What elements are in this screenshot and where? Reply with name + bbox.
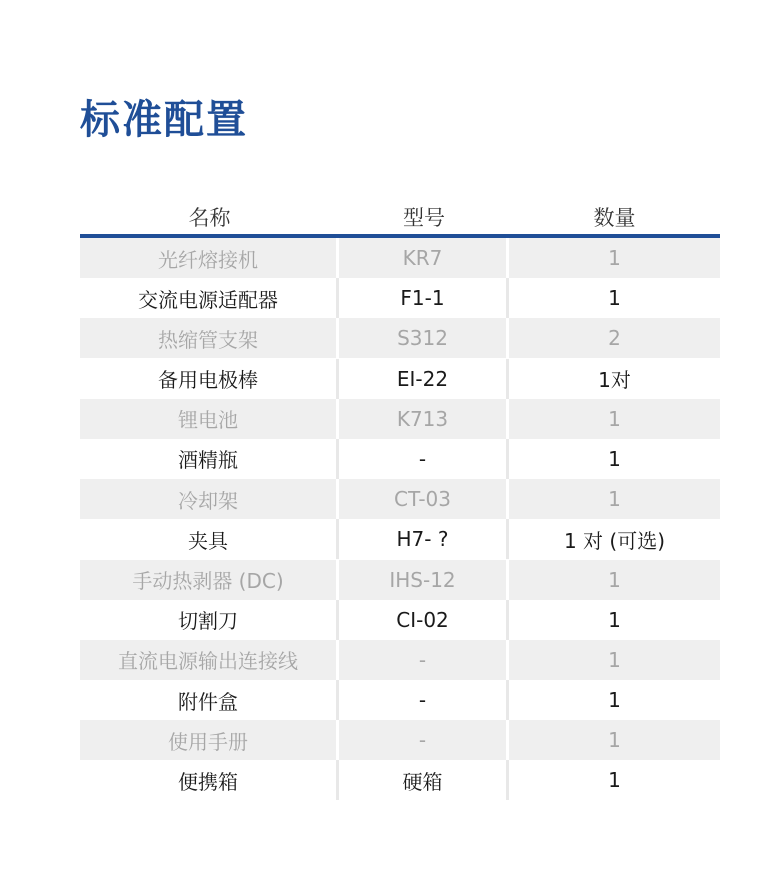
cell-qty: 1 bbox=[509, 479, 720, 519]
cell-model: - bbox=[339, 680, 509, 720]
cell-qty: 1 bbox=[509, 238, 720, 278]
cell-qty: 1 bbox=[509, 560, 720, 600]
cell-name: 冷却架 bbox=[80, 479, 339, 519]
table-row bbox=[80, 318, 720, 358]
table-row bbox=[80, 439, 720, 479]
cell-model: 硬箱 bbox=[339, 760, 509, 800]
header-model: 型号 bbox=[403, 206, 445, 230]
cell-qty: 1 bbox=[509, 439, 720, 479]
header-name: 名称 bbox=[188, 206, 231, 230]
cell-model: - bbox=[339, 640, 509, 680]
table-row bbox=[80, 399, 720, 439]
cell-qty: 1 bbox=[509, 278, 720, 318]
cell-model: CT-03 bbox=[339, 479, 509, 519]
cell-qty: 1 bbox=[509, 600, 720, 640]
cell-qty: 1对 bbox=[509, 359, 720, 399]
cell-name: 光纤熔接机 bbox=[80, 238, 339, 278]
cell-model: IHS-12 bbox=[339, 560, 509, 600]
table-row bbox=[80, 238, 720, 278]
cell-model: CI-02 bbox=[339, 600, 509, 640]
header-qty: 数量 bbox=[593, 206, 636, 230]
cell-model: F1-1 bbox=[339, 278, 509, 318]
table-row bbox=[80, 760, 720, 800]
table-row bbox=[80, 600, 720, 640]
table-row bbox=[80, 720, 720, 760]
cell-name: 酒精瓶 bbox=[80, 439, 339, 479]
cell-model: - bbox=[339, 720, 509, 760]
cell-qty: 1 bbox=[509, 640, 720, 680]
cell-model: - bbox=[339, 439, 509, 479]
cell-model: K713 bbox=[339, 399, 509, 439]
cell-name: 直流电源输出连接线 bbox=[80, 640, 339, 680]
cell-name: 热缩管支架 bbox=[80, 318, 339, 358]
table-row bbox=[80, 519, 720, 559]
cell-qty: 2 bbox=[509, 318, 720, 358]
cell-qty: 1 bbox=[509, 399, 720, 439]
cell-name: 备用电极棒 bbox=[80, 359, 339, 399]
table-row bbox=[80, 359, 720, 399]
cell-qty: 1 bbox=[509, 680, 720, 720]
cell-model: EI-22 bbox=[339, 359, 509, 399]
cell-name: 切割刀 bbox=[80, 600, 339, 640]
table-row bbox=[80, 560, 720, 600]
cell-name: 夹具 bbox=[80, 519, 339, 559]
table-row bbox=[80, 640, 720, 680]
cell-name: 交流电源适配器 bbox=[80, 278, 339, 318]
table-row bbox=[80, 278, 720, 318]
cell-model: KR7 bbox=[339, 238, 509, 278]
cell-name: 手动热剥器 (DC) bbox=[80, 560, 339, 600]
cell-qty: 1 bbox=[509, 760, 720, 800]
cell-model: S312 bbox=[339, 318, 509, 358]
standard-config-table bbox=[80, 200, 720, 800]
cell-model: H7- ? bbox=[339, 519, 509, 559]
cell-name: 锂电池 bbox=[80, 399, 339, 439]
cell-name: 便携箱 bbox=[80, 760, 339, 800]
cell-qty: 1 bbox=[509, 720, 720, 760]
cell-name: 使用手册 bbox=[80, 720, 339, 760]
page-title: 标准配置 bbox=[80, 97, 248, 143]
table-row bbox=[80, 680, 720, 720]
table-row bbox=[80, 479, 720, 519]
table-header bbox=[80, 200, 720, 238]
cell-qty: 1 对 (可选) bbox=[509, 519, 720, 559]
cell-name: 附件盒 bbox=[80, 680, 339, 720]
